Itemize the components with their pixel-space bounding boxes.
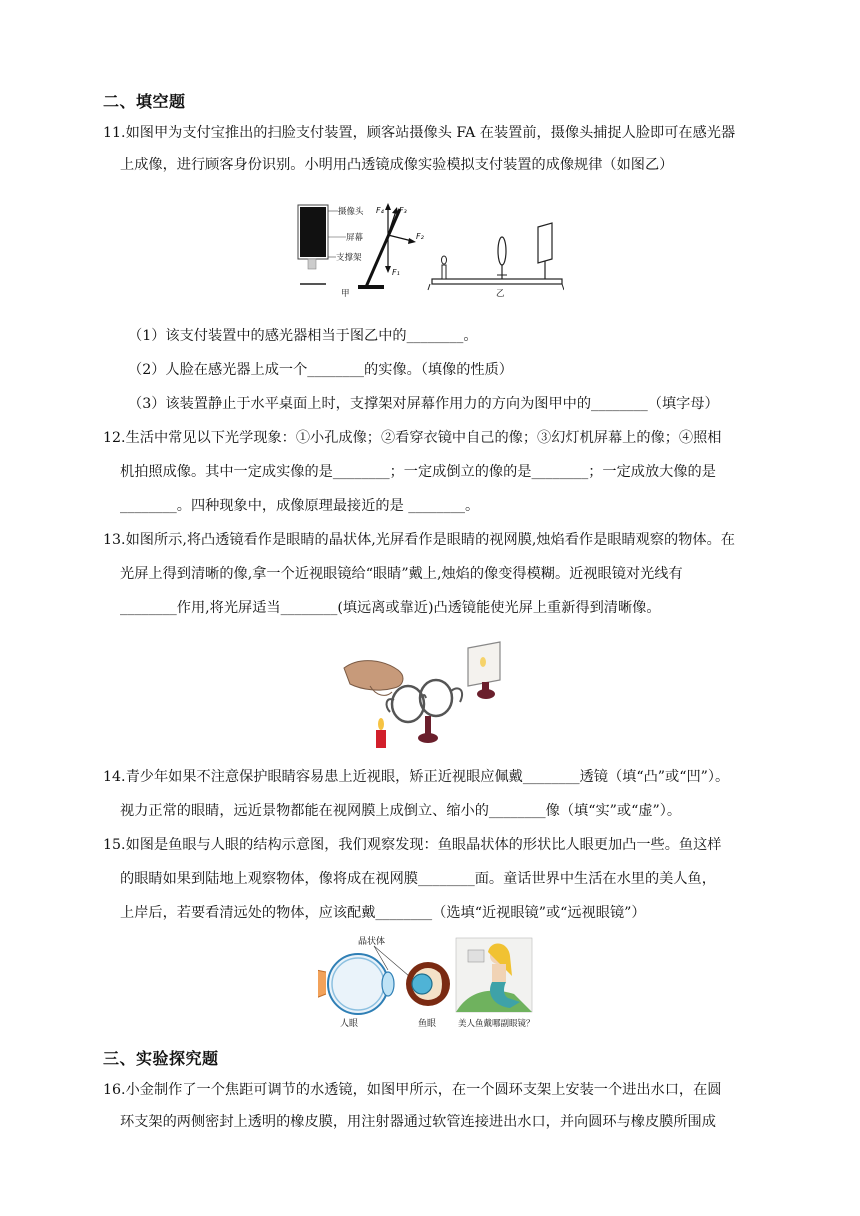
label-f1: F₁ [392,268,400,277]
label-yi: 乙 [496,289,505,297]
figure-yi-optical-bench [428,223,564,297]
label-camera: 摄像头 [338,207,364,217]
label-jia: 甲 [341,289,350,297]
label-screen: 屏幕 [346,233,364,243]
fish-eye-diagram [406,962,450,1006]
q12-line-1: 12.生活中常见以下光学现象：①小孔成像；②看穿衣镜中自己的像；③幻灯机屏幕上的像；④照相 [103,430,722,446]
mermaid-illustration [456,938,532,1012]
q15-line-3: 上岸后，若要看清远处的物体，应该配戴________（选填“近视眼镜”或“远视眼镜”） [120,905,646,921]
q11-figure [296,197,564,297]
q13-line-2: 光屏上得到清晰的像,拿一个近视眼镜给“眼睛”戴上,烛焰的像变得模糊。近视眼镜对光线有 [120,566,683,582]
figure-jia-device [298,203,425,297]
q11-line-2: 上成像，进行顾客身份识别。小明用凸透镜成像实验模拟支付装置的成像规律（如图乙） [120,157,674,173]
q11-line-1: 11.如图甲为支付宝推出的扫脸支付装置，顾客站摄像头 FA 在装置前，摄像头捕捉人脸即可在感光器 [103,125,736,141]
q16-line-1: 16.小金制作了一个焦距可调节的水透镜，如图甲所示，在一个圆环支架上安装一个进出水口，在圆 [103,1082,722,1098]
q16-line-2: 环支架的两侧密封上透明的橡皮膜，用注射器通过软管连接进出水口，并向圆环与橡皮膜所围成 [120,1114,716,1130]
label-stand: 支撑架 [336,253,362,263]
q14-line-1: 14.青少年如果不注意保护眼睛容易患上近视眼，矫正近视眼应佩戴________透镜（填“凸”或“凹”）。 [103,769,730,785]
q12-line-2: 机拍照成像。其中一定成实像的是________；一定成倒立的像的是________；一定成放大像的是 [120,464,716,480]
human-eye-diagram [318,954,394,1014]
label-f2: F₂ [416,232,424,241]
label-fish-eye: 鱼眼 [418,1019,437,1029]
label-human-eye: 人眼 [340,1019,359,1029]
q12-line-3: ________。四种现象中，成像原理最接近的是 ________。 [120,498,480,514]
q11-sub-1: （1）该支付装置中的感光器相当于图乙中的________。 [128,328,478,344]
section-heading-fill-blank: 二、填空题 [103,92,186,111]
q15-line-2: 的眼睛如果到陆地上观察物体，像将成在视网膜________面。童话世界中生活在水里的美人鱼， [120,871,716,887]
q13-glasses-candle-figure [340,640,508,750]
q15-line-1: 15.如图是鱼眼与人眼的结构示意图，我们观察发现：鱼眼晶状体的形状比人眼更加凸一些。鱼这样 [103,837,722,853]
q13-line-1: 13.如图所示,将凸透镜看作是眼睛的晶状体,光屏看作是眼睛的视网膜,烛焰看作是眼睛观察的物体。在 [103,532,735,548]
label-lens: 晶状体 [358,937,386,947]
section-heading-experiment: 三、实验探究题 [103,1049,219,1068]
label-f3: F₃ [399,206,407,215]
label-mermaid: 美人鱼戴哪副眼镜？ [458,1019,535,1029]
q14-line-2: 视力正常的眼睛，远近景物都能在视网膜上成倒立、缩小的________像（填“实”或“虚”）。 [120,803,682,819]
q13-line-3: ________作用,将光屏适当________(填远离或靠近)凸透镜能使光屏上重新得到清晰像。 [120,600,661,616]
q11-sub-2: （2）人脸在感光器上成一个________的实像。（填像的性质） [128,362,513,378]
label-f4: F₄ [376,206,384,215]
q15-eye-figure [318,932,540,1030]
q11-sub-3: （3）该装置静止于水平桌面上时，支撑架对屏幕作用力的方向为图甲中的________（填字母） [128,396,719,412]
